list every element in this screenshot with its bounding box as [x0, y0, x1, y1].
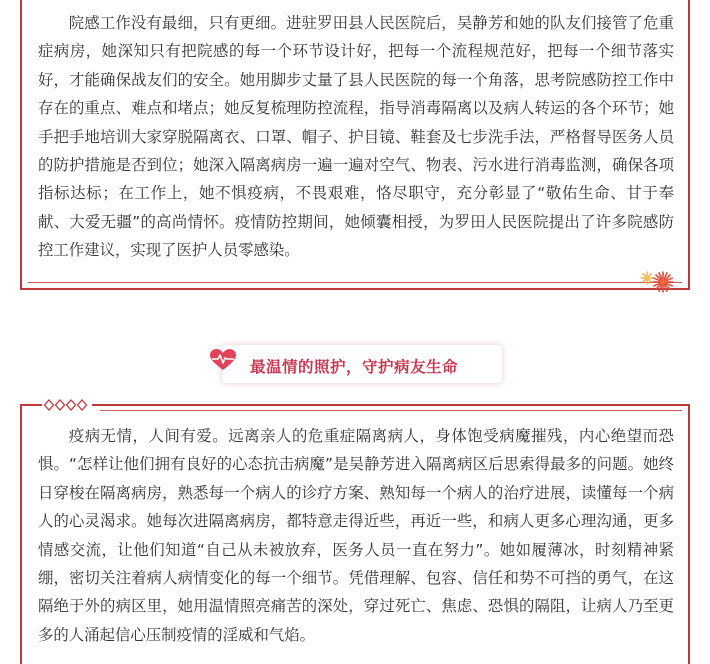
- section-2-frame: [20, 404, 690, 664]
- flower-icon: [652, 271, 674, 293]
- section-2-paragraph: 疫病无情，人间有爱。远离亲人的危重症隔离病人，身体饱受病魔摧残，内心绝望而恐惧。“怎样让他们拥有良好的心态抗击病魔”是吴静芳进入隔离病区后思索得最多的问题。她终日穿梭在隔离病房，熟悉每一个病人的诊疗方案、熟知每一个病人的治疗进展，读懂每一个病人的心灵渴求。她每次进隔离病房，都特意走得近些，再近一些，和病人更多心理沟通，更多情感交流，让他们知道“自己从未被放弃，医务人员一直在努力”。她如履薄冰，时刻精神紧绷，密切关注着病人病情变化的每一个细节。凭借理解、包容、信任和势不可挡的勇气，在这隔绝于外的病区里，她用温情照亮痛苦的深处，穿过死亡、焦虑、恐惧的隔阻，让病人乃至更多的人涌起信心压制疫情的淫威和气焰。: [38, 427, 674, 644]
- section-1-paragraph: 院感工作没有最细，只有更细。进驻罗田县人民医院后，吴静芳和她的队友们接管了危重症病房，她深知只有把院感的每一个环节设计好，把每一个流程规范好，把每一个细节落实好，才能确保战友们的安全。她用脚步丈量了县人民医院的每一个角落，思考院感防控工作中存在的重点、难点和堵点；她反复梳理防控流程，指导消毒隔离以及病人转运的各个环节；她手把手地培训大家穿脱隔离衣、口罩、帽子、护目镜、鞋套及七步洗手法，严格督导医务人员的防护措施是否到位；她深入隔离病房一遍一遍对空气、物表、污水进行消毒监测，确保各项指标达标；在工作上，她不惧疫病，不畏艰难，恪尽职守，充分彰显了“敬佑生命、甘于奉献、大爱无疆”的高尚情怀。疫情防控期间，她倾囊相授，为罗田人民医院提出了许多院感防控工作建议，实现了医护人员零感染。: [38, 14, 674, 260]
- heart-pulse-icon: [210, 349, 236, 371]
- diamond-ornament-icon: [42, 399, 92, 411]
- section-1-frame: [20, 0, 690, 290]
- section-heading: 最温情的照护，守护病友生命: [250, 357, 459, 376]
- inner-divider: [28, 282, 682, 283]
- inner-divider: [100, 410, 682, 411]
- section-heading-banner: [222, 345, 502, 383]
